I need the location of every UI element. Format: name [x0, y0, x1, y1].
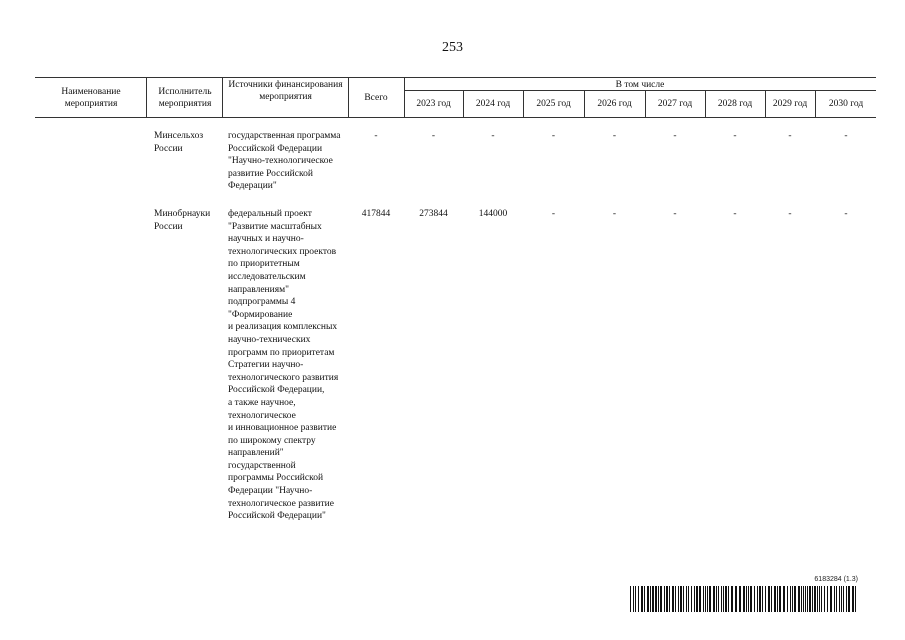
header-year: 2026 год [597, 99, 632, 109]
barcode [630, 576, 858, 614]
row-year-value: - [788, 131, 792, 141]
header-year: 2023 год [416, 99, 451, 109]
row-year-value: - [733, 131, 737, 141]
row-year-value: 273844 [419, 209, 448, 219]
row-year-value: - [844, 131, 848, 141]
row-total: - [374, 131, 378, 141]
row-year-value: - [673, 131, 677, 141]
header-year: 2027 год [657, 99, 693, 109]
row-year-value: - [733, 209, 737, 219]
row-year-value: 144000 [478, 209, 508, 219]
row-year-value: - [431, 131, 436, 141]
row-year-value: - [612, 209, 617, 219]
row-year-value: - [491, 131, 495, 141]
page-number: 253 [442, 40, 463, 55]
row-year-value: - [673, 209, 677, 219]
row-total: 417844 [361, 209, 391, 219]
header-year: 2029 год [772, 99, 808, 109]
header-group: В том числе [615, 80, 665, 90]
header-year: 2028 год [717, 99, 753, 109]
row-executor: Минсельхоз России [154, 131, 204, 154]
barcode-text: 6183284 (1.3) [814, 576, 858, 583]
row-year-value: - [612, 131, 617, 141]
row-executor: Минобрнауки России [154, 209, 211, 232]
row-year-value: - [788, 209, 792, 219]
row-source: государственная программа Российской Федерации "Научно-технологическое развитие Российской Федерации" [228, 131, 341, 192]
header-year: 2030 год [828, 99, 864, 109]
header-name: Наименование мероприятия [61, 87, 121, 109]
barcode-bars [630, 586, 858, 612]
header-year: 2024 год [475, 99, 511, 109]
header-sources: Источники финансирования мероприятия [228, 80, 343, 102]
row-year-value: - [844, 209, 848, 219]
header-executor: Исполнитель мероприятия [158, 87, 212, 109]
row-source: федеральный проект "Развитие масштабных научных и научно- технологических проектов по приоритетным исследовательским направлениям" подпрограммы 4 "Формирование и реализация комплексных научно-технических программ по приоритетам Стратегии научно- технологического развития Российской Федерации, а также научное, технологическое и инновационное развитие по широкому спектру направлений" государственной программы Российской Федерации "Научно- технологическое развитие Российской Федерации" [228, 209, 339, 522]
row-year-value: - [551, 209, 556, 219]
row-year-value: - [551, 131, 556, 141]
header-year: 2025 год [536, 99, 571, 109]
header-total: Всего [364, 93, 388, 103]
